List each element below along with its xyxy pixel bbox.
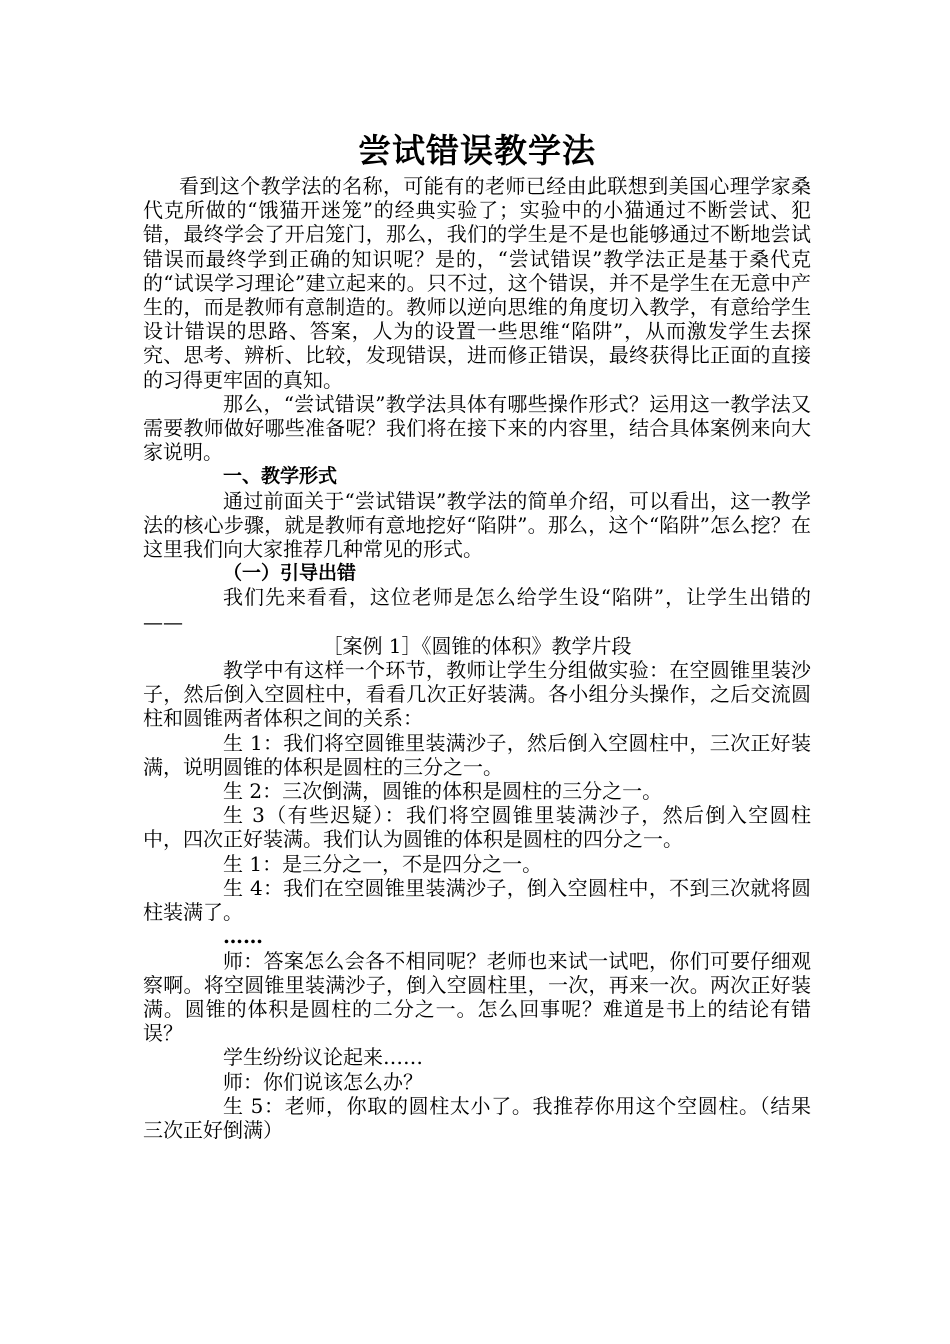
document-title: 尝试错误教学法 <box>358 131 596 170</box>
dialogue-line: 学生纷纷议论起来…… <box>223 1045 423 1070</box>
dialogue-line: 生 1：我们将空圆锥里装满沙子，然后倒入空圆柱中，三次正好装满，说明圆锥的体积是圆柱的三分之一。 <box>143 730 811 779</box>
dialogue-line: 生 4：我们在空圆锥里装满沙子，倒入空圆柱中，不到三次就将圆柱装满了。 <box>143 875 811 925</box>
case-title: ［案例 1］《圆锥的体积》教学片段 <box>322 633 632 658</box>
subsection-intro-paragraph: 我们先来看看，这位老师是怎么给学生设“陷阱”，让学生出错的—— <box>143 585 811 634</box>
section-heading: 一、教学形式 <box>223 465 338 488</box>
dialogue-line: 生 1：是三分之一，不是四分之一。 <box>223 851 543 876</box>
dialogue-line: 生 5：老师，你取的圆柱太小了。我推荐你用这个空圆柱。（结果三次正好倒满） <box>143 1093 811 1142</box>
section-intro-paragraph: 通过前面关于“尝试错误”教学法的简单介绍，可以看出，这一教学法的核心步骤，就是教师有意地挖好“陷阱”。那么，这个“陷阱”怎么挖？在这里我们向大家推荐几种常见的形式。 <box>143 488 811 562</box>
dialogue-line: 师：你们说该怎么办？ <box>223 1069 423 1094</box>
intro-paragraph: 看到这个教学法的名称，可能有的老师已经由此联想到美国心理学家桑代克所做的“饿猫开迷笼”的经典实验了；实验中的小猫通过不断尝试、犯错，最终学会了开启笼门，那么，我们的学生是不是也能够通过不断地尝试错误而最终学到正确的知识呢？是的，“尝试错误”教学法正是基于桑代克的“试误学习理论”建立起来的。只不过，这个错误，并不是学生在无意中产生的，而是教师有意制造的。教师以逆向思维的角度切入教学，有意给学生设计错误的思路、答案，人为的设置一些思维“陷阱”，从而激发学生去探究、思考、辨析、比较，发现错误，进而修正错误，最终获得比正面的直接的习得更牢固的真知。 <box>143 174 811 392</box>
subsection-heading: （一）引导出错 <box>223 562 357 585</box>
ellipsis-line: …… <box>223 924 263 949</box>
dialogue-line: 生 3（有些迟疑）：我们将空圆锥里装满沙子，然后倒入空圆柱中，四次正好装满。我们认为圆锥的体积是圆柱的四分之一。 <box>143 803 811 852</box>
dialogue-line: 师：答案怎么会各不相同呢？老师也来试一试吧，你们可要仔细观察啊。将空圆锥里装满沙子，倒入空圆柱里，一次，再来一次。两次正好装满。圆锥的体积是圆柱的二分之一。怎么回事呢？难道是书上的结论有错误？ <box>143 948 811 1046</box>
dialogue-line: 生 2：三次倒满，圆锥的体积是圆柱的三分之一。 <box>223 779 663 804</box>
case-paragraph: 教学中有这样一个环节，教师让学生分组做实验：在空圆锥里装沙子，然后倒入空圆柱中，看看几次正好装满。各小组分头操作，之后交流圆柱和圆锥两者体积之间的关系： <box>143 658 811 731</box>
document-body <box>143 128 811 1142</box>
question-paragraph: 那么，“尝试错误”教学法具体有哪些操作形式？运用这一教学法又需要教师做好哪些准备呢？我们将在接下来的内容里，结合具体案例来向大家说明。 <box>143 391 811 465</box>
